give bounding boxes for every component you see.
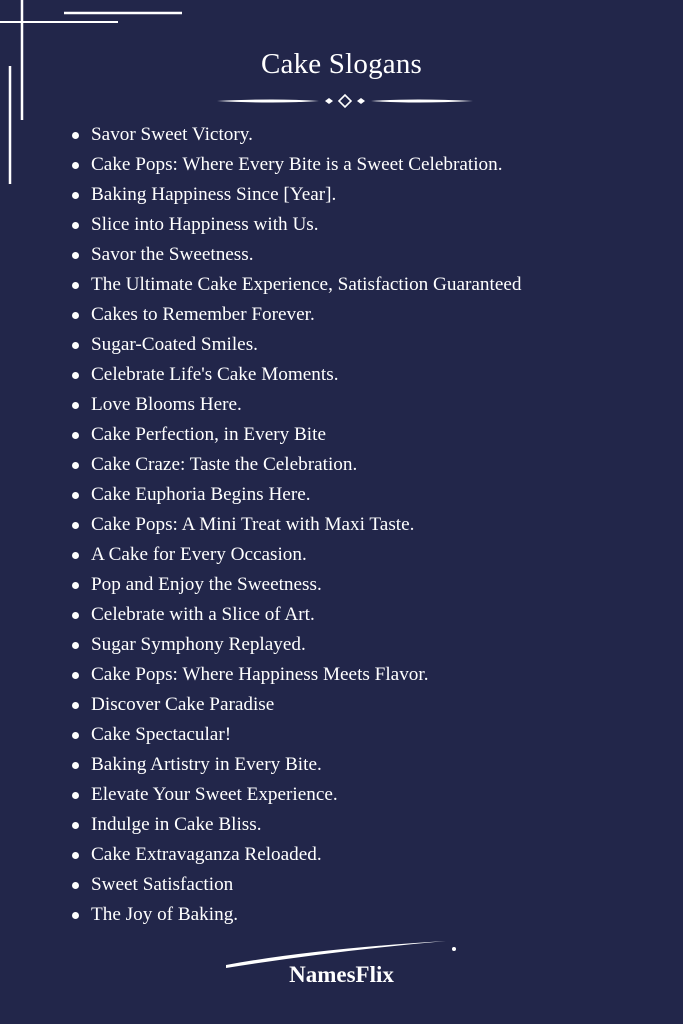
slogan-item: [68, 120, 668, 150]
slogan-item: [68, 330, 668, 360]
bullet-icon: [72, 852, 79, 859]
bullet-icon: [72, 762, 79, 769]
bullet-icon: [72, 822, 79, 829]
slogan-text: Cakes to Remember Forever.: [91, 304, 315, 325]
bullet-icon: [72, 462, 79, 469]
slogan-text: Cake Extravaganza Reloaded.: [91, 844, 322, 865]
bullet-icon: [72, 402, 79, 409]
slogan-text: Savor the Sweetness.: [91, 244, 254, 265]
slogan-text: Baking Happiness Since [Year].: [91, 184, 337, 205]
slogan-item: [68, 660, 668, 690]
bullet-icon: [72, 732, 79, 739]
bullet-icon: [72, 432, 79, 439]
bullet-icon: [72, 522, 79, 529]
slogan-text: Elevate Your Sweet Experience.: [91, 784, 338, 805]
bullet-icon: [72, 552, 79, 559]
slogan-item: [68, 630, 668, 660]
bullet-icon: [72, 222, 79, 229]
slogan-item: [68, 720, 668, 750]
slogan-text: Celebrate with a Slice of Art.: [91, 604, 315, 625]
slogan-item: [68, 810, 668, 840]
slogan-text: Sweet Satisfaction: [91, 874, 234, 895]
slogan-item: [68, 180, 668, 210]
slogan-text: The Ultimate Cake Experience, Satisfaction Guaranteed: [91, 274, 522, 295]
slogan-item: [68, 750, 668, 780]
slogan-text: Savor Sweet Victory.: [91, 124, 253, 145]
bullet-icon: [72, 642, 79, 649]
slogan-text: Sugar-Coated Smiles.: [91, 334, 258, 355]
page-title: Cake Slogans: [260, 48, 423, 80]
slogan-item: [68, 360, 668, 390]
bullet-icon: [72, 342, 79, 349]
slogan-item: [68, 480, 668, 510]
bullet-icon: [72, 702, 79, 709]
bullet-icon: [72, 492, 79, 499]
bullet-icon: [72, 672, 79, 679]
slogan-text: Cake Craze: Taste the Celebration.: [91, 454, 358, 475]
slogan-item: [68, 240, 668, 270]
slogan-text: Cake Euphoria Begins Here.: [91, 484, 311, 505]
bullet-icon: [72, 792, 79, 799]
slogan-item: [68, 150, 668, 180]
bullet-icon: [72, 132, 79, 139]
slogan-item: [68, 210, 668, 240]
bullet-icon: [72, 162, 79, 169]
slogan-item: [68, 870, 668, 900]
slogan-item: [68, 690, 668, 720]
bullet-icon: [72, 372, 79, 379]
slogan-list: [68, 120, 668, 930]
bullet-icon: [72, 312, 79, 319]
slogan-text: Sugar Symphony Replayed.: [91, 634, 306, 655]
slogan-text: A Cake for Every Occasion.: [91, 544, 307, 565]
slogan-text: Cake Perfection, in Every Bite: [91, 424, 326, 445]
bullet-icon: [72, 252, 79, 259]
slogan-text: Indulge in Cake Bliss.: [91, 814, 262, 835]
brand-name: NamesFlix: [289, 962, 394, 987]
slogan-text: Discover Cake Paradise: [91, 694, 275, 715]
slogan-text: Cake Spectacular!: [91, 724, 232, 745]
slogan-item: [68, 300, 668, 330]
slogan-text: Celebrate Life's Cake Moments.: [91, 364, 339, 385]
slogan-text: The Joy of Baking.: [91, 904, 239, 925]
slogan-item: [68, 390, 668, 420]
bullet-icon: [72, 882, 79, 889]
bullet-icon: [72, 282, 79, 289]
title-divider-ornament: [215, 92, 475, 110]
slogan-text: Slice into Happiness with Us.: [91, 214, 319, 235]
slogan-item: [68, 840, 668, 870]
slogan-text: Baking Artistry in Every Bite.: [91, 754, 322, 775]
slogan-text: Love Blooms Here.: [91, 394, 242, 415]
bullet-icon: [72, 582, 79, 589]
slogan-item: [68, 900, 668, 930]
slogan-text: Cake Pops: Where Every Bite is a Sweet Celebration.: [91, 154, 503, 175]
slogan-text: Pop and Enjoy the Sweetness.: [91, 574, 322, 595]
bullet-icon: [72, 912, 79, 919]
slogan-item: [68, 540, 668, 570]
bullet-icon: [72, 612, 79, 619]
slogan-item: [68, 510, 668, 540]
slogan-text: Cake Pops: A Mini Treat with Maxi Taste.: [91, 514, 415, 535]
slogan-item: [68, 420, 668, 450]
slogan-item: [68, 600, 668, 630]
slogan-text: Cake Pops: Where Happiness Meets Flavor.: [91, 664, 429, 685]
slogan-item: [68, 570, 668, 600]
slogan-item: [68, 450, 668, 480]
slogan-item: [68, 780, 668, 810]
bullet-icon: [72, 192, 79, 199]
slogan-item: [68, 270, 668, 300]
